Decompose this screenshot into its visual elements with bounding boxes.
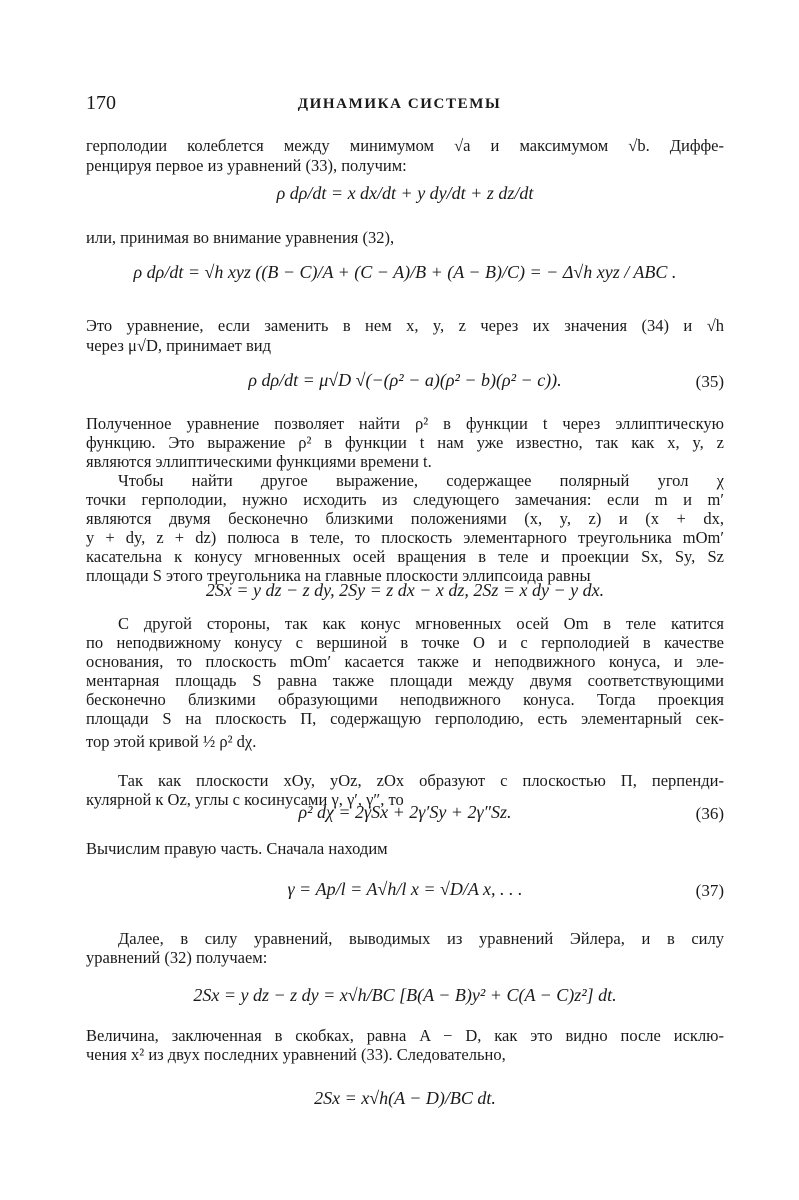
equation: 2Sx = y dz − z dy = x√h/BC [B(A − B)y² + C(A − C)z²] dt. (193, 985, 617, 1005)
text-line: герполодии колеблется между минимумом √a и максимумом √b. Диффе- (86, 136, 724, 155)
text-line: или, принимая во внимание уравнения (32), (86, 228, 395, 247)
text-line: являются двумя бесконечно близкими положениями (x, y, z) и (x + dx, (86, 509, 724, 528)
text-line: y + dy, z + dz) полюса в теле, то плоскость элементарного треугольника mOm′ (86, 528, 724, 547)
text-line: бесконечно близкими образующими неподвижного конуса. Тогда проекция (86, 690, 724, 709)
text-line: площади S на плоскость Π, содержащую герполодию, есть элементарный сек- (86, 709, 724, 728)
equation: ρ dρ/dt = μ√D √(−(ρ² − a)(ρ² − b)(ρ² − c)). (248, 370, 562, 390)
text-line: С другой стороны, так как конус мгновенных осей Om в теле катится (118, 614, 724, 633)
equation-number: (35) (695, 372, 724, 391)
equation: 2Sx = x√h(A − D)/BC dt. (314, 1088, 496, 1108)
equation: ρ dρ/dt = x dx/dt + y dy/dt + z dz/dt (276, 183, 534, 203)
equation: 2Sx = y dz − z dy, 2Sy = z dx − x dz, 2Sz = x dy − y dx. (205, 580, 605, 600)
text-line: ренцируя первое из уравнений (33), получим: (86, 156, 407, 175)
text-line: являются эллиптическими функциями времени t. (86, 452, 432, 471)
text-line: через μ√D, принимает вид (86, 336, 272, 355)
equation: γ = Ap/l = A√h/l x = √D/A x, . . . (287, 879, 523, 899)
text-line: Вычислим правую часть. Сначала находим (86, 839, 388, 858)
text-line: основания, то плоскость mOm′ касается также и неподвижного конуса, и эле- (86, 652, 724, 671)
equation: ρ dρ/dt = √h xyz ((B − C)/A + (C − A)/B + (A − B)/C) = − Δ√h xyz / ABC . (133, 262, 677, 282)
text-line: Величина, заключенная в скобках, равна A − D, как это видно после исклю- (86, 1026, 724, 1045)
text-line: Чтобы найти другое выражение, содержащее полярный угол χ (118, 471, 724, 490)
text-line: касательна к конусу мгновенных осей вращения в теле и проекции Sx, Sy, Sz (86, 547, 724, 566)
equation-number: (37) (695, 881, 724, 900)
text-line: Так как плоскости xOy, yOz, zOx образуют с плоскостью Π, перпенди- (118, 771, 724, 790)
text-line: тор этой кривой ½ ρ² dχ. (86, 732, 257, 751)
text-line: точки герполодии, нужно исходить из следующего замечания: если m и m′ (86, 490, 724, 509)
equation: ρ² dχ = 2γSx + 2γ′Sy + 2γ″Sz. (298, 802, 512, 822)
text-line: по неподвижному конусу с вершиной в точке O и с герполодией в качестве (86, 633, 724, 652)
text-line: кулярной к Oz, углы с косинусами γ, γ′, γ″, то (86, 790, 404, 809)
text-line: Полученное уравнение позволяет найти ρ² в функции t через эллиптическую (86, 414, 724, 433)
text-line: уравнений (32) получаем: (86, 948, 268, 967)
equation-number: (36) (695, 804, 724, 823)
text-line: Это уравнение, если заменить в нем x, y, z через их значения (34) и √h (86, 316, 724, 335)
running-title: ДИНАМИКА СИСТЕМЫ (297, 96, 502, 112)
text-line: ментарная площадь S равна также площади между двумя соответствующими (86, 671, 724, 690)
text-line: чения x² из двух последних уравнений (33). Следовательно, (86, 1045, 506, 1064)
page-number: 170 (86, 92, 116, 114)
text-line: Далее, в силу уравнений, выводимых из уравнений Эйлера, и в силу (118, 929, 724, 948)
text-line: площади S этого треугольника на главные плоскости эллипсоида равны (86, 566, 591, 585)
text-line: функцию. Это выражение ρ² в функции t нам уже известно, так как x, y, z (86, 433, 724, 452)
